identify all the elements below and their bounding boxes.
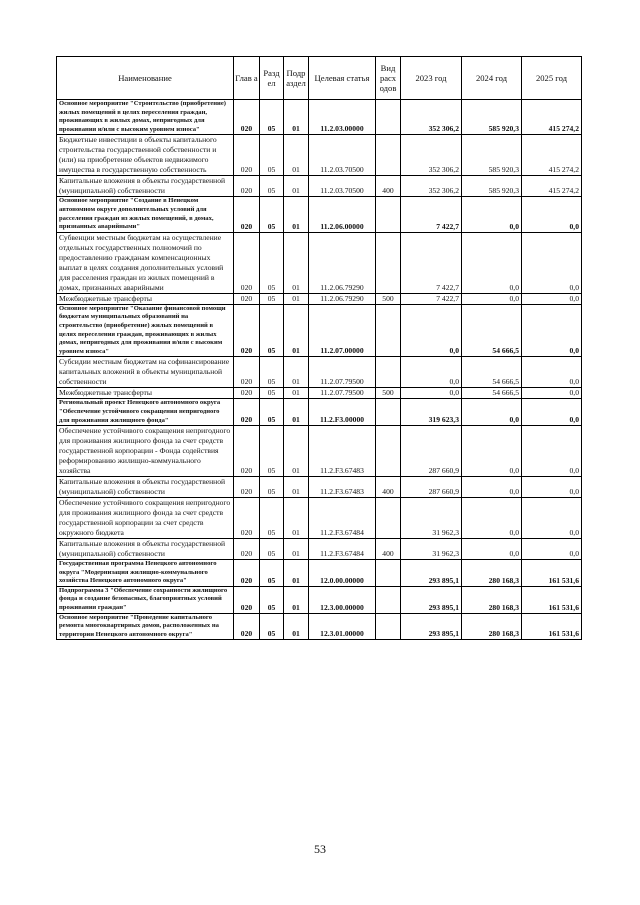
cell-podrazdel: 01 — [284, 399, 309, 426]
cell-name: Региональный проект Ненецкого автономного округа "Обеспечение устойчивого сокращения непригодного для проживания жилищного фонда" — [57, 399, 234, 426]
cell-glava: 020 — [234, 388, 260, 399]
cell-podrazdel: 01 — [284, 100, 309, 135]
table-row — [57, 586, 582, 613]
cell-2024: 0,0 — [462, 232, 522, 293]
cell-glava: 020 — [234, 586, 260, 613]
cell-2023: 293 895,1 — [401, 613, 462, 640]
cell-vid: 400 — [376, 539, 401, 560]
table-row — [57, 293, 582, 304]
cell-podrazdel: 01 — [284, 498, 309, 539]
cell-target: 12.3.00.00000 — [309, 586, 376, 613]
table-row — [57, 357, 582, 388]
cell-2024: 280 168,3 — [462, 586, 522, 613]
cell-razdel: 05 — [260, 100, 284, 135]
cell-razdel: 05 — [260, 357, 284, 388]
table-row — [57, 388, 582, 399]
cell-glava: 020 — [234, 100, 260, 135]
cell-razdel: 05 — [260, 197, 284, 232]
cell-target: 11.2.06.79290 — [309, 293, 376, 304]
table-row — [57, 399, 582, 426]
table-row — [57, 477, 582, 498]
cell-2023: 7 422,7 — [401, 232, 462, 293]
cell-2025: 0,0 — [522, 357, 582, 388]
cell-target: 12.0.00.00000 — [309, 560, 376, 587]
cell-glava: 020 — [234, 399, 260, 426]
cell-name: Капитальные вложения в объекты государственной (муниципальной) собственности — [57, 477, 234, 498]
cell-2023: 0,0 — [401, 304, 462, 357]
budget-table — [56, 56, 582, 640]
cell-2025: 161 531,6 — [522, 560, 582, 587]
cell-name: Основное мероприятие "Создание в Ненецком автономном округе дополнительных условий для расселения граждан из жилых помещений, в домах, признанных аварийными" — [57, 197, 234, 232]
table-row — [57, 135, 582, 176]
cell-2024: 585 920,3 — [462, 176, 522, 197]
cell-vid — [376, 357, 401, 388]
cell-glava: 020 — [234, 304, 260, 357]
cell-name: Государственная программа Ненецкого автономного округа "Модернизация жилищно-коммунального хозяйства Ненецкого автономного округа" — [57, 560, 234, 587]
cell-target: 11.2.03.70500 — [309, 176, 376, 197]
cell-2025: 415 274,2 — [522, 100, 582, 135]
cell-podrazdel: 01 — [284, 388, 309, 399]
cell-glava: 020 — [234, 560, 260, 587]
cell-name: Подпрограмма 3 "Обеспечение сохранности жилищного фонда и создание безопасных, благоприятных условий проживания граждан" — [57, 586, 234, 613]
cell-podrazdel: 01 — [284, 613, 309, 640]
cell-2025: 0,0 — [522, 498, 582, 539]
table-row — [57, 539, 582, 560]
table-row — [57, 100, 582, 135]
cell-2023: 352 306,2 — [401, 135, 462, 176]
cell-2023: 293 895,1 — [401, 560, 462, 587]
cell-target: 11.2.F3.00000 — [309, 399, 376, 426]
cell-name: Бюджетные инвестиции в объекты капитального строительства государственной собственности и (или) на приобретение объектов недвижимого имущества в государственную собственность — [57, 135, 234, 176]
cell-2024: 0,0 — [462, 197, 522, 232]
cell-2025: 0,0 — [522, 293, 582, 304]
cell-vid: 500 — [376, 388, 401, 399]
cell-glava: 020 — [234, 498, 260, 539]
cell-glava: 020 — [234, 232, 260, 293]
header-glava: Глав а — [234, 57, 260, 100]
cell-glava: 020 — [234, 357, 260, 388]
cell-razdel: 05 — [260, 477, 284, 498]
cell-razdel: 05 — [260, 498, 284, 539]
cell-vid: 500 — [376, 293, 401, 304]
cell-2025: 0,0 — [522, 304, 582, 357]
cell-2023: 31 962,3 — [401, 539, 462, 560]
cell-2023: 287 660,9 — [401, 477, 462, 498]
header-2024: 2024 год — [462, 57, 522, 100]
cell-glava: 020 — [234, 293, 260, 304]
cell-podrazdel: 01 — [284, 560, 309, 587]
cell-vid: 400 — [376, 176, 401, 197]
cell-razdel: 05 — [260, 586, 284, 613]
header-2025: 2025 год — [522, 57, 582, 100]
cell-2023: 352 306,2 — [401, 100, 462, 135]
cell-target: 11.2.07.00000 — [309, 304, 376, 357]
cell-name: Капитальные вложения в объекты государственной (муниципальной) собственности — [57, 539, 234, 560]
cell-vid — [376, 613, 401, 640]
cell-2024: 0,0 — [462, 498, 522, 539]
cell-name: Основное мероприятие "Строительство (приобретение) жилых помещений в целях переселения граждан, проживающих в жилых домах, непригодных для проживания и/или с высоким уровнем износа" — [57, 100, 234, 135]
table-row — [57, 498, 582, 539]
cell-2024: 280 168,3 — [462, 560, 522, 587]
cell-2024: 585 920,3 — [462, 100, 522, 135]
cell-name: Субсидии местным бюджетам на софинансирование капитальных вложений в объекты муниципальной собственности — [57, 357, 234, 388]
cell-podrazdel: 01 — [284, 426, 309, 477]
cell-2025: 415 274,2 — [522, 176, 582, 197]
header-2023: 2023 год — [401, 57, 462, 100]
cell-podrazdel: 01 — [284, 197, 309, 232]
cell-2024: 0,0 — [462, 539, 522, 560]
cell-razdel: 05 — [260, 304, 284, 357]
cell-2024: 54 666,5 — [462, 304, 522, 357]
table-row — [57, 426, 582, 477]
header-target: Целевая статья — [309, 57, 376, 100]
cell-target: 11.2.F3.67483 — [309, 426, 376, 477]
cell-glava: 020 — [234, 135, 260, 176]
cell-podrazdel: 01 — [284, 304, 309, 357]
cell-2023: 0,0 — [401, 357, 462, 388]
cell-glava: 020 — [234, 197, 260, 232]
cell-razdel: 05 — [260, 399, 284, 426]
page-number: 53 — [314, 842, 326, 856]
cell-glava: 020 — [234, 176, 260, 197]
cell-podrazdel: 01 — [284, 586, 309, 613]
cell-2023: 7 422,7 — [401, 197, 462, 232]
cell-razdel: 05 — [260, 176, 284, 197]
cell-razdel: 05 — [260, 426, 284, 477]
cell-vid — [376, 304, 401, 357]
cell-target: 11.2.07.79500 — [309, 357, 376, 388]
cell-name: Межбюджетные трансферты — [57, 293, 234, 304]
cell-name: Основное мероприятие "Оказание финансовой помощи бюджетам муниципальных образований на строительство (приобретение) жилых помещений в целях переселения граждан, проживающих в жилых домах, непригодных для проживания и/или с высоким уровнем износа" — [57, 304, 234, 357]
cell-2023: 319 623,3 — [401, 399, 462, 426]
cell-2025: 415 274,2 — [522, 135, 582, 176]
cell-vid — [376, 100, 401, 135]
cell-name: Субвенции местным бюджетам на осуществление отдельных государственных полномочий по предоставлению гражданам компенсационных выплат в целях создания дополнительных условий для расселения граждан из жилых помещений в домах, признанных аварийными — [57, 232, 234, 293]
cell-podrazdel: 01 — [284, 357, 309, 388]
table-row — [57, 232, 582, 293]
header-vid: Вид расх одов — [376, 57, 401, 100]
cell-podrazdel: 01 — [284, 477, 309, 498]
cell-vid — [376, 197, 401, 232]
cell-vid — [376, 560, 401, 587]
cell-target: 12.3.01.00000 — [309, 613, 376, 640]
cell-name: Основное мероприятие "Проведение капитального ремонта многоквартирных домов, расположенных на территории Ненецкого автономного округа" — [57, 613, 234, 640]
cell-2025: 161 531,6 — [522, 613, 582, 640]
cell-2024: 0,0 — [462, 399, 522, 426]
table-row — [57, 613, 582, 640]
cell-glava: 020 — [234, 613, 260, 640]
cell-2024: 280 168,3 — [462, 613, 522, 640]
cell-name: Обеспечение устойчивого сокращения непригодного для проживания жилищного фонда за счет средств государственной корпорации за счет средств окружного бюджета — [57, 498, 234, 539]
cell-2025: 0,0 — [522, 232, 582, 293]
table-row — [57, 176, 582, 197]
cell-2023: 0,0 — [401, 388, 462, 399]
cell-razdel: 05 — [260, 539, 284, 560]
cell-2023: 31 962,3 — [401, 498, 462, 539]
cell-target: 11.2.07.79500 — [309, 388, 376, 399]
cell-2025: 0,0 — [522, 399, 582, 426]
cell-target: 11.2.06.79290 — [309, 232, 376, 293]
cell-name: Межбюджетные трансферты — [57, 388, 234, 399]
cell-target: 11.2.03.00000 — [309, 100, 376, 135]
cell-vid: 400 — [376, 477, 401, 498]
cell-2023: 352 306,2 — [401, 176, 462, 197]
cell-vid — [376, 232, 401, 293]
cell-2025: 0,0 — [522, 477, 582, 498]
cell-razdel: 05 — [260, 388, 284, 399]
cell-vid — [376, 498, 401, 539]
cell-vid — [376, 586, 401, 613]
cell-glava: 020 — [234, 539, 260, 560]
cell-target: 11.2.06.00000 — [309, 197, 376, 232]
table-row — [57, 197, 582, 232]
cell-glava: 020 — [234, 477, 260, 498]
table-row — [57, 560, 582, 587]
cell-name: Капитальные вложения в объекты государственной (муниципальной) собственности — [57, 176, 234, 197]
cell-2024: 0,0 — [462, 293, 522, 304]
cell-vid — [376, 135, 401, 176]
cell-razdel: 05 — [260, 135, 284, 176]
header-razdel: Разд ел — [260, 57, 284, 100]
cell-podrazdel: 01 — [284, 232, 309, 293]
cell-2024: 0,0 — [462, 477, 522, 498]
cell-2024: 54 666,5 — [462, 388, 522, 399]
table-row — [57, 304, 582, 357]
cell-target: 11.2.F3.67484 — [309, 539, 376, 560]
header-name: Наименование — [57, 57, 234, 100]
cell-podrazdel: 01 — [284, 176, 309, 197]
cell-2025: 0,0 — [522, 426, 582, 477]
cell-2025: 0,0 — [522, 388, 582, 399]
table-header-row — [57, 57, 582, 100]
cell-target: 11.2.F3.67484 — [309, 498, 376, 539]
cell-2023: 7 422,7 — [401, 293, 462, 304]
cell-target: 11.2.03.70500 — [309, 135, 376, 176]
cell-vid — [376, 399, 401, 426]
cell-podrazdel: 01 — [284, 539, 309, 560]
cell-target: 11.2.F3.67483 — [309, 477, 376, 498]
cell-razdel: 05 — [260, 232, 284, 293]
cell-2024: 585 920,3 — [462, 135, 522, 176]
header-podrazdel: Подр аздел — [284, 57, 309, 100]
cell-razdel: 05 — [260, 560, 284, 587]
cell-2025: 0,0 — [522, 197, 582, 232]
cell-2025: 161 531,6 — [522, 586, 582, 613]
cell-razdel: 05 — [260, 293, 284, 304]
cell-2024: 54 666,5 — [462, 357, 522, 388]
cell-name: Обеспечение устойчивого сокращения непригодного для проживания жилищного фонда за счет средств государственной корпорации - Фонда содействия реформированию жилищно-коммунального хозяйства — [57, 426, 234, 477]
cell-2023: 293 895,1 — [401, 586, 462, 613]
cell-2025: 0,0 — [522, 539, 582, 560]
cell-podrazdel: 01 — [284, 135, 309, 176]
cell-2024: 0,0 — [462, 426, 522, 477]
cell-podrazdel: 01 — [284, 293, 309, 304]
cell-glava: 020 — [234, 426, 260, 477]
cell-razdel: 05 — [260, 613, 284, 640]
cell-2023: 287 660,9 — [401, 426, 462, 477]
cell-vid — [376, 426, 401, 477]
